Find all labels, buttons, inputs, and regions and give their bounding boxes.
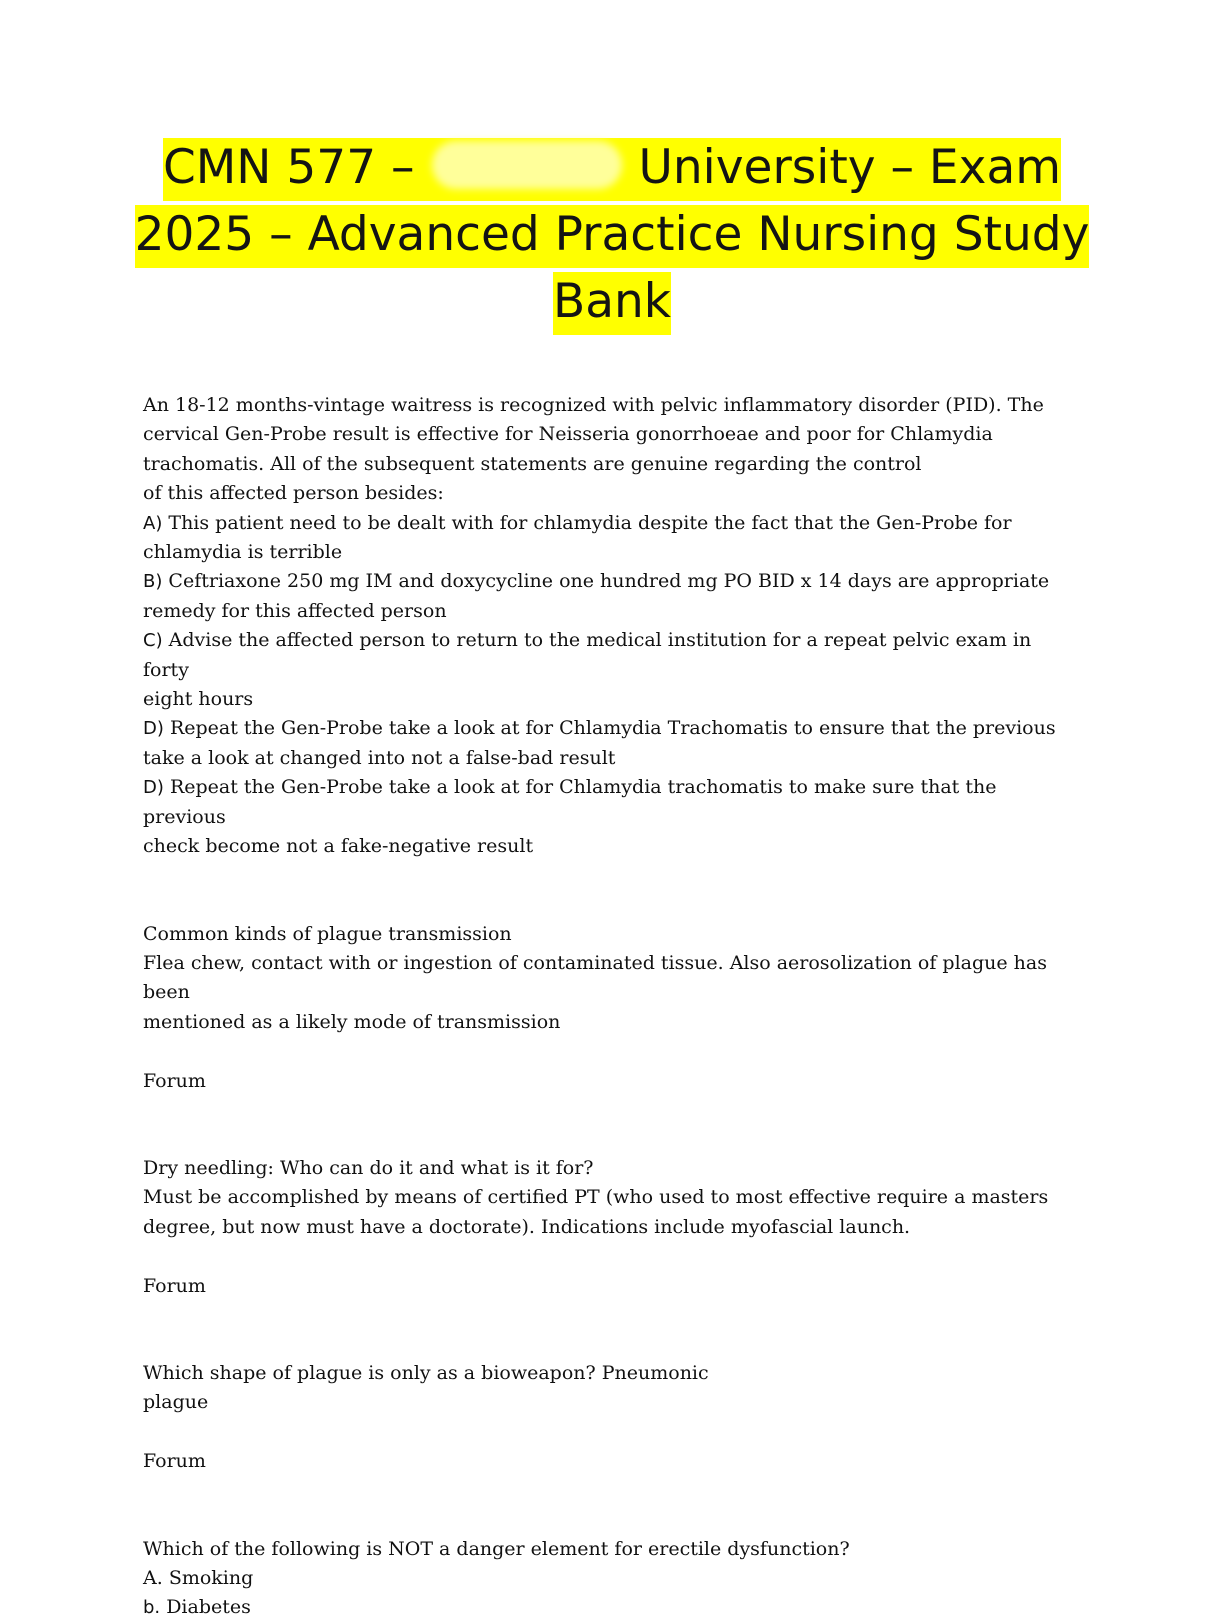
- option-letter: B): [143, 571, 163, 593]
- q2-question: Common kinds of plague transmission: [143, 922, 512, 945]
- title-line-3: Bank: [552, 274, 672, 329]
- q5-option-b: [143, 1593, 1073, 1622]
- document-title: [0, 134, 1224, 335]
- q1-stem-line: An 18-12 months-vintage waitress is recognized with pelvic inflammatory disorder (PID). The: [143, 394, 1044, 416]
- title-part-1: CMN 577 –: [162, 140, 415, 195]
- q1-stem-line: of this affected person besides:: [143, 482, 444, 505]
- redaction-mark: [432, 141, 622, 189]
- q1-option-d-alt-cont: check become not a fake-negative result: [143, 835, 534, 858]
- option-letter: C): [143, 630, 163, 652]
- question-block-2: [143, 920, 1073, 1096]
- q3-question: Dry needling: Who can do it and what is it for?: [143, 1156, 594, 1179]
- option-text: Smoking: [168, 1566, 254, 1589]
- q1-option-c: [143, 626, 1073, 685]
- question-block-5: [143, 1535, 1073, 1623]
- q5-question: Which of the following is NOT a danger element for erectile dysfunction?: [143, 1537, 850, 1560]
- option-text: This patient need to be dealt with for chlamydia despite the fact that the Gen-Probe for: [168, 511, 1012, 534]
- q1-stem-line: trachomatis. All of the subsequent statements are genuine regarding the control: [143, 452, 922, 475]
- q1-option-d: [143, 714, 1073, 743]
- option-letter: A.: [143, 1566, 163, 1589]
- q1-option-b-cont: remedy for this affected person: [143, 599, 447, 622]
- option-text: Diabetes: [166, 1596, 251, 1619]
- q3-answer-line: Must be accomplished by means of certified PT (who used to most effective require a masters: [143, 1186, 1049, 1209]
- question-block-3: [143, 1154, 1073, 1301]
- q1-option-d-alt: [143, 773, 1073, 832]
- title-highlight: [135, 138, 1090, 335]
- option-text: Advise the affected person to return to the medical institution for a repeat pelvic exam in forty: [143, 629, 1032, 681]
- q4-line: Which shape of plague is only as a bioweapon? Pneumonic: [143, 1361, 709, 1384]
- q3-answer-line: degree, but now must have a doctorate). Indications include myofascial launch.: [143, 1215, 911, 1238]
- q2-answer-line: mentioned as a likely mode of transmission: [143, 1010, 561, 1033]
- q2-answer-line: Flea chew, contact with or ingestion of contaminated tissue. Also aerosolization of plague has been: [143, 951, 1047, 1004]
- q4-line: plague: [143, 1391, 209, 1414]
- q1-option-b: [143, 567, 1073, 596]
- option-letter: D): [143, 777, 164, 799]
- q2-forum-label: Forum: [143, 1069, 206, 1092]
- document-body: [143, 391, 1073, 1623]
- title-part-2: University – Exam: [638, 140, 1062, 195]
- q1-option-d-cont: take a look at changed into not a false-bad result: [143, 746, 616, 769]
- q1-option-c-cont: eight hours: [143, 688, 254, 711]
- option-letter: b.: [143, 1597, 161, 1619]
- q4-forum-label: Forum: [143, 1450, 206, 1473]
- q1-stem-line: cervical Gen-Probe result is effective for Neisseria gonorrhoeae and poor for Chlamydia: [143, 423, 993, 446]
- option-letter: D): [143, 718, 164, 740]
- option-text: Ceftriaxone 250 mg IM and doxycycline one hundred mg PO BID x 14 days are appropriate: [168, 570, 1050, 593]
- q3-forum-label: Forum: [143, 1274, 206, 1297]
- q1-option-a: [143, 509, 1073, 538]
- q1-option-a-cont: chlamydia is terrible: [143, 541, 343, 564]
- question-block-1: [143, 391, 1073, 862]
- q5-option-a: [143, 1564, 1073, 1593]
- option-text: Repeat the Gen-Probe take a look at for Chlamydia Trachomatis to ensure that the previous: [169, 717, 1056, 740]
- option-letter: A): [143, 512, 163, 534]
- question-block-4: [143, 1359, 1073, 1477]
- title-line-2: 2025 – Advanced Practice Nursing Study: [134, 207, 1090, 262]
- option-text: Repeat the Gen-Probe take a look at for Chlamydia trachomatis to make sure that the previous: [143, 776, 997, 828]
